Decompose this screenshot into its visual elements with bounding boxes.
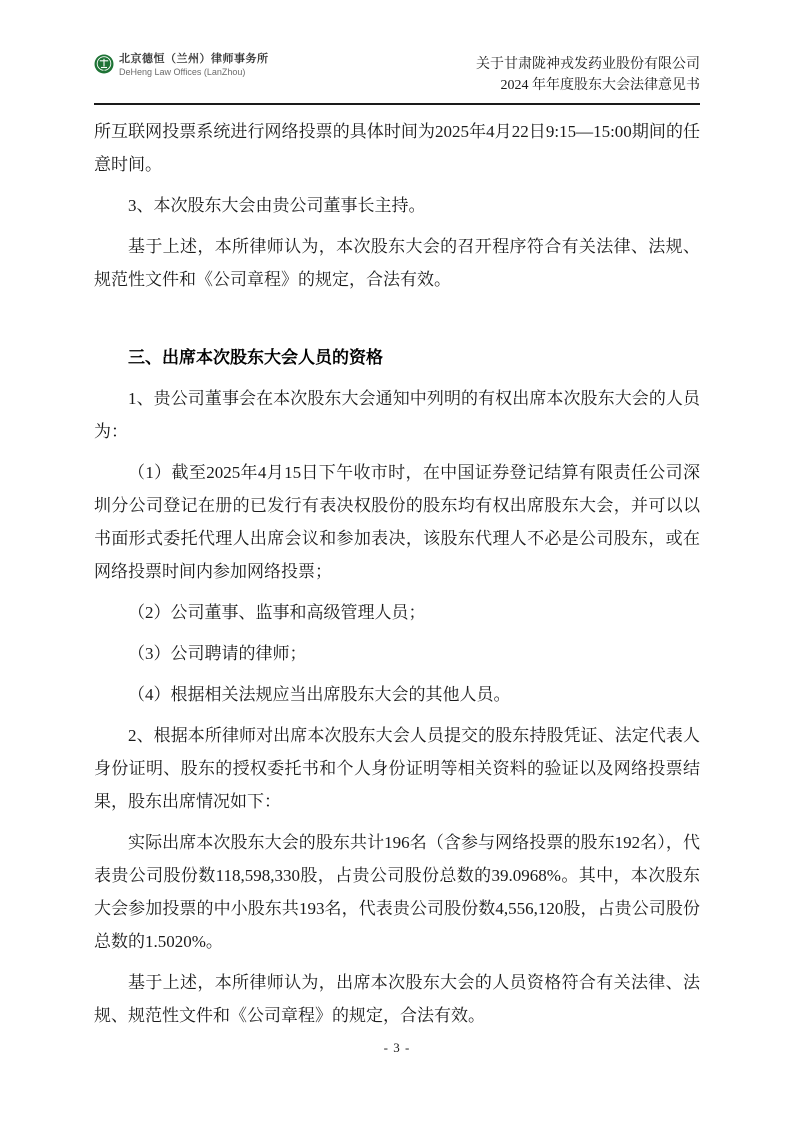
paragraph-item-3: 3、本次股东大会由贵公司董事长主持。: [128, 196, 426, 215]
firm-name-chinese: 北京德恒（兰州）律师事务所: [119, 53, 269, 65]
page-number: - 3 -: [383, 1040, 411, 1055]
paragraph-item-1: 1、贵公司董事会在本次股东大会通知中列明的有权出席本次股东大会的人员为：: [94, 389, 700, 441]
firm-identity: [94, 52, 269, 78]
paragraph-subitem-4: （4）根据相关法规应当出席股东大会的其他人员。: [128, 685, 511, 704]
paragraph-attendance-stats: 实际出席本次股东大会的股东共计196名（含参与网络投票的股东192名），代表贵公司股份数118,598,330股，占贵公司股份总数的39.0968%。其中，本次股东大会参加投票的中小股东共193名，代表贵公司股份数4,556,120股，占贵公司股份总数的1.5020%。: [94, 833, 700, 951]
firm-name-block: [119, 52, 269, 78]
page-footer: [0, 1040, 794, 1056]
doc-title-line1: 关于甘肃陇神戎发药业股份有限公司: [476, 57, 700, 72]
paragraph-subitem-2: （2）公司董事、监事和高级管理人员；: [128, 603, 426, 622]
firm-name-english: DeHeng Law Offices (LanZhou): [119, 67, 246, 77]
paragraph-conclusion-procedure: 基于上述，本所律师认为，本次股东大会的召开程序符合有关法律、法规、规范性文件和《公司章程》的规定，合法有效。: [94, 237, 700, 289]
paragraph-subitem-3: （3）公司聘请的律师；: [128, 644, 307, 663]
paragraph-subitem-1: （1）截至2025年4月15日下午收市时，在中国证券登记结算有限责任公司深圳分公司登记在册的已发行有表决权股份的股东均有权出席股东大会，并可以以书面形式委托代理人出席会议和参加表决，该股东代理人不必是公司股东，或在网络投票时间内参加网络投票；: [94, 463, 700, 581]
paragraph-continuation: 所互联网投票系统进行网络投票的具体时间为2025年4月22日9:15—15:00期间的任意时间。: [94, 122, 700, 174]
paragraph-conclusion-qualification: 基于上述，本所律师认为，出席本次股东大会的人员资格符合有关法律、法规、规范性文件和《公司章程》的规定，合法有效。: [94, 973, 700, 1025]
page-header: [0, 0, 794, 96]
document-body: [94, 105, 700, 1032]
document-reference: [476, 52, 700, 96]
paragraph-item-2: 2、根据本所律师对出席本次股东大会人员提交的股东持股凭证、法定代表人身份证明、股东的授权委托书和个人身份证明等相关资料的验证以及网络投票结果，股东出席情况如下：: [94, 726, 700, 811]
doc-title-line2: 2024 年年度股东大会法律意见书: [500, 78, 700, 93]
section-heading: 三、出席本次股东大会人员的资格: [128, 348, 383, 367]
deheng-logo-icon: [94, 54, 114, 74]
